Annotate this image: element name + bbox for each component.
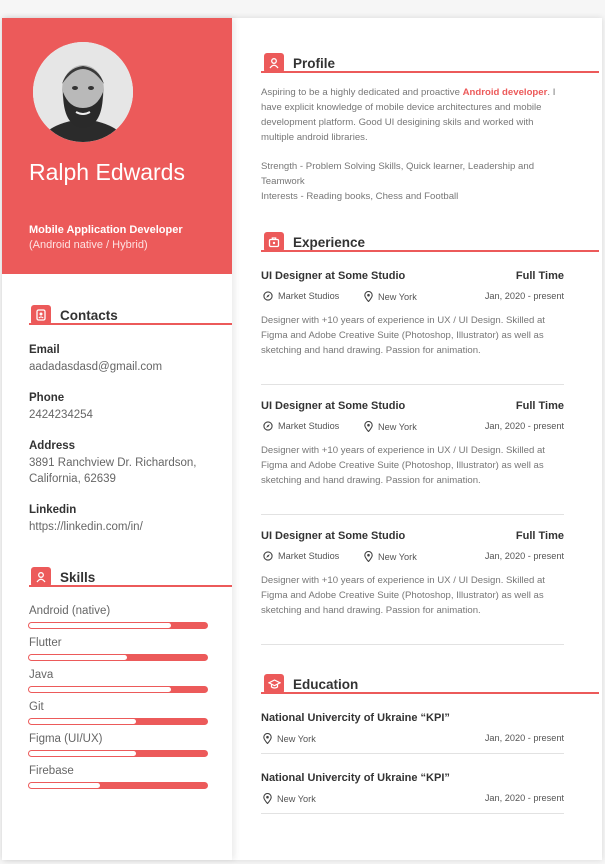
email-value: aadadasdasd@gmail.com [29,361,163,373]
header-card [2,18,232,274]
job-company-name: Market Studios [278,291,340,301]
job-description: Designer with +10 years of experience in UX / UI Design. Skilled at Figma and Adobe Creative Suite (Photoshop, Illustrator) as well as sketching and hand drawing. Passion for animation. [261,315,545,356]
job-type: Full Time [515,270,564,282]
linkedin-value: https://linkedin.com/in/ [29,521,143,533]
skill-name: Java [29,669,54,681]
map-pin-icon [364,551,378,562]
skill-bar-level [29,751,136,756]
skill-bar [28,782,208,789]
skill-name: Git [29,701,44,713]
education-title: Education [293,676,359,692]
compass-icon [263,421,278,431]
graduation-cap-icon [264,674,284,694]
job-company [263,421,339,431]
skill-bar-level [29,783,100,788]
map-pin-icon [364,421,378,432]
job-company-name: Market Studios [278,551,340,561]
profile-strength: Strength - Problem Solving Skills, Quick learner, Leadership and Teamwork [261,161,535,187]
job-company [263,291,339,301]
profile-heading [264,53,335,73]
skill-bar-level [29,655,127,660]
job-description: Designer with +10 years of experience in UX / UI Design. Skilled at Figma and Adobe Creative Suite (Photoshop, Illustrator) as well as sketching and hand drawing. Passion for animation. [261,445,545,486]
person-subrole: (Android native / Hybrid) [29,239,148,251]
skill-name: Figma (UI/UX) [29,733,103,745]
job-divider [261,514,564,515]
education-location [263,793,316,804]
job-type: Full Time [515,400,564,412]
education-school: National Univercity of Ukraine “KPI” [261,772,450,784]
education-divider [261,813,564,814]
skill-bar [28,718,208,725]
job-location-name: New York [378,551,417,562]
compass-icon [263,291,278,301]
person-role: Mobile Application Developer [29,224,183,236]
profile-intro-text-end: . I have explicit knowledge of mobile device architectures and mobile development platform. Good UI desigining skils and worked with multiple android libraries. [261,87,556,143]
profile-highlight: Android developer [462,87,548,98]
contact-card-icon [31,305,51,325]
email-label: Email [29,344,60,356]
contacts-underline [29,323,232,325]
experience-title: Experience [293,234,366,250]
job-date: Jan, 2020 - present [484,421,564,431]
job-date: Jan, 2020 - present [484,291,564,301]
job-type: Full Time [515,530,564,542]
map-pin-icon [263,793,277,804]
skill-name: Android (native) [29,605,111,617]
profile-intro [261,85,561,145]
job-company [263,551,339,561]
education-school: National Univercity of Ukraine “KPI” [261,712,450,724]
briefcase-icon [264,232,284,252]
job-location [364,551,417,562]
profile-title: Profile [293,55,336,71]
job-description: Designer with +10 years of experience in UX / UI Design. Skilled at Figma and Adobe Creative Suite (Photoshop, Illustrator) as well as sketching and hand drawing. Passion for animation. [261,575,545,616]
education-location-name: New York [277,793,316,804]
skill-bar [28,686,208,693]
experience-underline [261,250,599,252]
skill-bar-level [29,623,171,628]
job-location [364,291,417,302]
skill-bar [28,654,208,661]
resume-page [2,18,602,860]
job-location-name: New York [378,291,417,302]
skill-bar-level [29,687,171,692]
person-name: Ralph Edwards [29,159,185,185]
contacts-title: Contacts [60,307,118,323]
contacts-heading [31,305,118,325]
job-title: UI Designer at Some Studio [261,400,406,412]
address-value: 3891 Ranchview Dr. Richardson, California, 62639 [29,457,197,485]
phone-value: 2424234254 [29,409,93,421]
education-divider [261,753,564,754]
person-icon [31,567,51,587]
compass-icon [263,551,278,561]
education-date: Jan, 2020 - present [484,793,564,803]
job-divider [261,644,564,645]
linkedin-label: Linkedin [29,504,77,516]
education-location-name: New York [277,733,316,744]
skill-bar [28,750,208,757]
skill-name: Flutter [29,637,62,649]
profile-underline [261,71,599,73]
avatar [33,42,133,142]
profile-intro-text: Aspiring to be a highly dedicated and proactive [261,87,463,98]
address-label: Address [29,440,76,452]
skills-underline [29,585,232,587]
skill-name: Firebase [29,765,74,777]
education-underline [261,692,599,694]
job-location-name: New York [378,421,417,432]
job-title: UI Designer at Some Studio [261,270,406,282]
map-pin-icon [263,733,277,744]
education-heading [264,674,358,694]
job-title: UI Designer at Some Studio [261,530,406,542]
education-date: Jan, 2020 - present [484,733,564,743]
skills-title: Skills [60,569,96,585]
phone-label: Phone [29,392,65,404]
map-pin-icon [364,291,378,302]
left-column [2,18,232,860]
profile-interests: Interests - Reading books, Chess and Football [261,191,459,202]
job-company-name: Market Studios [278,421,340,431]
education-location [263,733,316,744]
job-divider [261,384,564,385]
person-icon [264,53,284,73]
job-date: Jan, 2020 - present [484,551,564,561]
skill-bar [28,622,208,629]
skill-bar-level [29,719,136,724]
skills-heading [31,567,95,587]
experience-heading [264,232,365,252]
job-location [364,421,417,432]
